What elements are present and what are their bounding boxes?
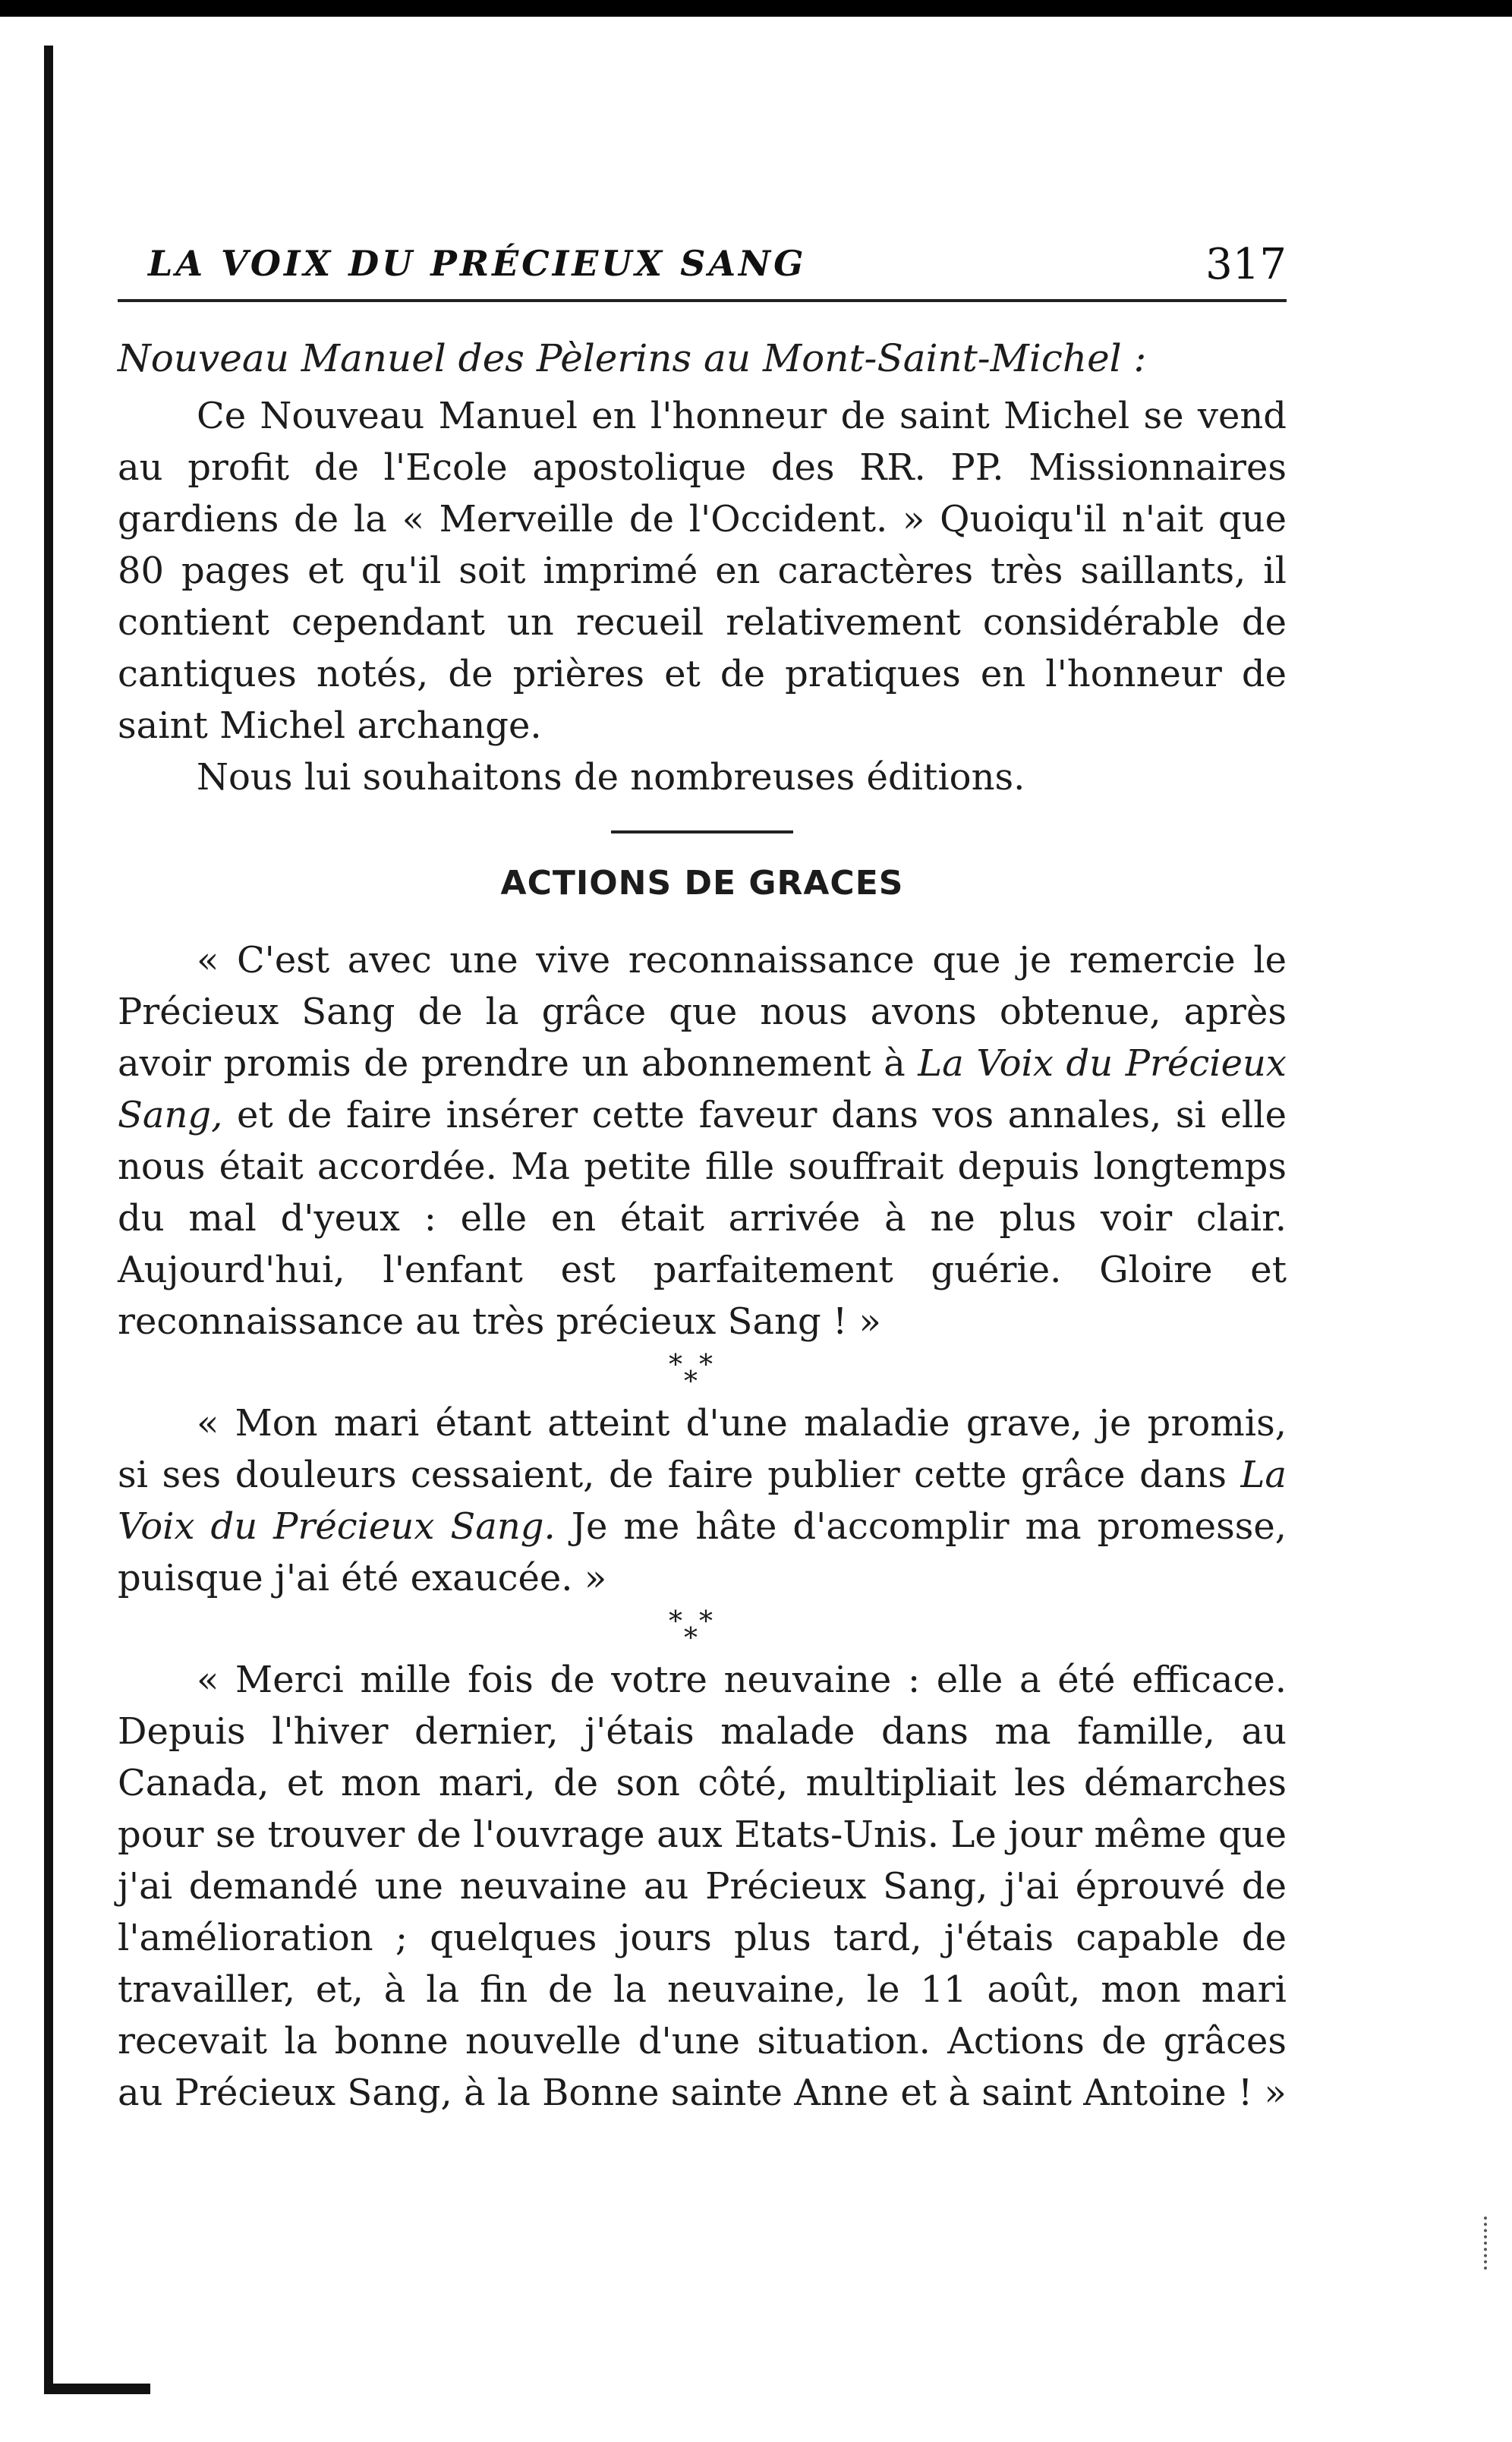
asterisk: *	[684, 1366, 698, 1397]
notice-paragraph-2: Nous lui souhaitons de nombreuses éditions.	[197, 756, 1025, 799]
testimonial-1-text-b: et de faire insérer cette faveur dans vos annales, si elle nous était accordée. Ma petite fille souffrait depuis longtemps du mal d'yeux : elle en était arrivée à ne plus voir clair. Aujourd'hui, l'enfant est parfaitement guérie. Gloire et reconnaissance au très précieux Sang ! »	[118, 1094, 1287, 1343]
testimonial-1-journal: La Voix du Précieux Sang,	[118, 1042, 1287, 1136]
section-divider	[611, 830, 793, 833]
testimonial-2-text-a: « Mon mari étant atteint d'une maladie grave, je promis, si ses douleurs cessaient, de faire publier cette grâce dans	[118, 1402, 1287, 1496]
scan-border-left	[44, 46, 53, 2391]
asterism	[118, 1606, 1287, 1654]
asterisk: *	[699, 1606, 713, 1637]
testimonial-3: « Merci mille fois de votre neuvaine : elle a été efficace. Depuis l'hiver dernier, j'étais malade dans ma famille, au Canada, et mon mari, de son côté, multipliait les démarches pour se trouver de l'ouvrage aux Etats-Unis. Le jour même que j'ai demandé une neuvaine au Précieux Sang, j'ai éprouvé de l'amélioration ; quelques jours plus tard, j'étais capable de travailler, et, à la fin de la neuvaine, le 11 août, mon mari recevait la bonne nouvelle d'une situation. Actions de grâces au Précieux Sang, à la Bonne sainte Anne et à saint Antoine ! »	[118, 1659, 1287, 2114]
notice-paragraph-1: Ce Nouveau Manuel en l'honneur de saint Michel se vend au profit de l'Ecole apostolique des RR. PP. Missionnaires gardiens de la « Merveille de l'Occident. » Quoiqu'il n'ait que 80 pages et qu'il soit imprimé en caractères très saillants, il contient cependant un recueil relativement considérable de cantiques notés, de prières et de pratiques en l'honneur de saint Michel archange.	[118, 395, 1287, 747]
header-rule	[118, 299, 1287, 302]
notice-heading: Nouveau Manuel des Pèlerins au Mont-Saint-Michel :	[118, 336, 1147, 380]
scan-specks	[1484, 2217, 1492, 2270]
testimonial-2	[118, 1397, 1287, 1604]
scan-border-top	[0, 0, 1512, 17]
section-title: ACTIONS DE GRACES	[500, 864, 904, 903]
running-head	[118, 228, 1287, 296]
scan-border-foot	[44, 2384, 150, 2394]
asterisk: *	[699, 1350, 713, 1381]
asterisk: *	[669, 1350, 682, 1381]
testimonial-1	[118, 934, 1287, 1347]
testimonial-1-text-a: « C'est avec une vive reconnaissance que je remercie le Précieux Sang de la grâce que nous avons obtenue, après avoir promis de prendre un abonnement à	[118, 939, 1287, 1085]
page-number: 317	[1205, 240, 1287, 289]
asterisk: *	[669, 1606, 682, 1637]
testimonial-2-text-b: Je me hâte d'accomplir ma promesse, puisque j'ai été exaucée. »	[118, 1505, 1287, 1599]
asterism	[118, 1350, 1287, 1397]
running-title: LA VOIX DU PRÉCIEUX SANG	[148, 243, 807, 284]
testimonial-2-journal: La Voix du Précieux Sang.	[118, 1454, 1287, 1548]
book-page	[118, 228, 1287, 2119]
asterisk: *	[684, 1623, 698, 1654]
